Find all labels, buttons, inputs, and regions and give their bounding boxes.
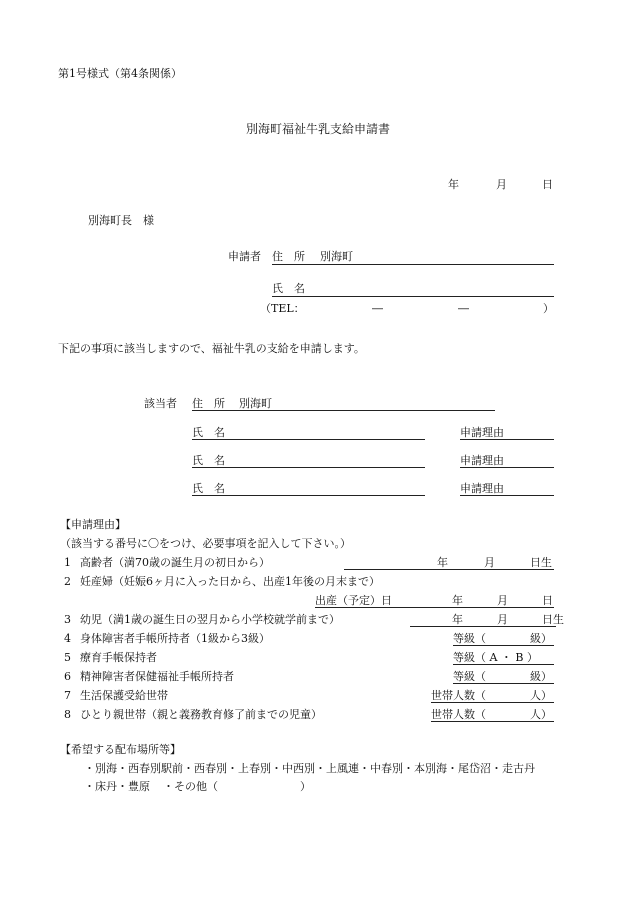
- applicant-label: 申請者: [228, 250, 261, 263]
- reason-1-month: 月: [484, 556, 495, 569]
- distribution-other-label: ・その他（: [163, 780, 218, 793]
- subject-address-label: 住 所: [192, 397, 225, 410]
- reason-1-birth-field[interactable]: [344, 569, 554, 570]
- applicant-address-field[interactable]: [272, 264, 554, 265]
- page-title: 別海町福祉牛乳支給申請書: [246, 122, 391, 136]
- subject-name-field-3[interactable]: [192, 495, 425, 496]
- reason-2-due-field[interactable]: [315, 607, 554, 608]
- reason-2-month: 月: [497, 594, 508, 607]
- reason-2-due-label: 出産（予定）日: [315, 594, 392, 607]
- reason-7-number: 7: [64, 689, 71, 702]
- reason-8-text: ひとり親世帯（親と義務教育修了前までの児童）: [80, 708, 322, 721]
- reason-4-grade-underline: [453, 645, 554, 646]
- statement: 下記の事項に該当しますので、福祉牛乳の支給を申請します。: [58, 342, 365, 355]
- reason-3-text: 幼児（満1歳の誕生日の翌月から小学校就学前まで）: [80, 613, 340, 626]
- reason-2-day: 日: [542, 594, 553, 607]
- applicant-tel-open: （TEL：: [260, 302, 305, 315]
- subject-reason-field-2[interactable]: [460, 467, 554, 468]
- subject-address-prefix: 別海町: [239, 397, 272, 410]
- reason-1-day: 日生: [530, 556, 552, 569]
- distribution-other-field[interactable]: [222, 793, 298, 794]
- reason-5-text: 療育手帳保持者: [80, 651, 157, 664]
- distribution-other-close: ）: [300, 780, 311, 793]
- reason-3-day: 日生: [542, 613, 564, 626]
- reason-3-birth-field[interactable]: [410, 626, 556, 627]
- date-day-label: 日: [542, 178, 553, 191]
- distribution-locations-line-1: ・別海・西春別駅前・西春別・上春別・中西別・上風連・中春別・本別海・尾岱沼・走古丹: [84, 762, 535, 775]
- reason-7-household-underline: [431, 702, 554, 703]
- reason-2-text: 妊産婦（妊娠6ヶ月に入った日から、出産1年後の月末まで）: [80, 575, 380, 588]
- addressee: 別海町長 様: [88, 214, 154, 227]
- reason-1-text: 高齢者（満70歳の誕生月の初日から）: [80, 556, 270, 569]
- subject-name-label-1: 氏 名: [192, 426, 225, 439]
- reason-4-number: 4: [64, 632, 71, 645]
- subject-reason-field-3[interactable]: [460, 495, 554, 496]
- reason-7-household-field[interactable]: 世帯人数（ 人）: [431, 689, 552, 702]
- applicant-name-field[interactable]: [272, 296, 554, 297]
- subject-name-label-2: 氏 名: [192, 454, 225, 467]
- reason-6-text: 精神障害者保健福祉手帳所持者: [80, 670, 234, 683]
- reasons-instruction: （該当する番号に〇をつけ、必要事項を記入して下さい。）: [60, 537, 352, 550]
- form-number: 第1号様式（第4条関係）: [58, 67, 182, 80]
- subject-name-field-2[interactable]: [192, 467, 425, 468]
- subject-reason-label-2: 申請理由: [460, 454, 504, 467]
- subject-label: 該当者: [144, 397, 177, 410]
- reason-8-number: 8: [64, 708, 71, 721]
- reason-4-grade-field[interactable]: 等級（ 級）: [453, 632, 552, 645]
- reason-8-household-underline: [431, 721, 554, 722]
- subject-name-label-3: 氏 名: [192, 482, 225, 495]
- applicant-name-label: 氏 名: [272, 282, 305, 295]
- subject-reason-label-1: 申請理由: [460, 426, 504, 439]
- reason-5-grade-field[interactable]: 等級（ A ・ B ）: [453, 651, 539, 664]
- reason-6-number: 6: [64, 670, 71, 683]
- reason-4-text: 身体障害者手帳所持者（1級から3級）: [80, 632, 270, 645]
- reason-5-number: 5: [64, 651, 71, 664]
- reason-2-year: 年: [452, 594, 463, 607]
- subject-reason-label-3: 申請理由: [460, 482, 504, 495]
- applicant-tel-dash-2: ―: [458, 302, 469, 315]
- reason-6-grade-field[interactable]: 等級（ 級）: [453, 670, 552, 683]
- reason-1-number: 1: [64, 556, 71, 569]
- applicant-address-prefix: 別海町: [320, 250, 353, 263]
- date-year-label: 年: [448, 178, 459, 191]
- applicant-tel-dash-1: ―: [372, 302, 383, 315]
- reason-3-number: 3: [64, 613, 71, 626]
- reasons-heading: 【申請理由】: [60, 518, 126, 531]
- reason-7-text: 生活保護受給世帯: [80, 689, 168, 702]
- subject-address-field[interactable]: [192, 410, 495, 411]
- reason-6-grade-underline: [453, 683, 554, 684]
- distribution-locations-line-2: ・床丹・豊原: [84, 780, 150, 793]
- applicant-address-label: 住 所: [272, 250, 305, 263]
- reason-5-grade-underline: [453, 664, 554, 665]
- reason-2-number: 2: [64, 575, 71, 588]
- date-month-label: 月: [496, 178, 507, 191]
- distribution-heading: 【希望する配布場所等】: [60, 743, 181, 756]
- reason-8-household-field[interactable]: 世帯人数（ 人）: [431, 708, 552, 721]
- subject-reason-field-1[interactable]: [460, 439, 554, 440]
- reason-1-year: 年: [437, 556, 448, 569]
- applicant-tel-close: ）: [543, 302, 554, 315]
- reason-3-month: 月: [497, 613, 508, 626]
- subject-name-field-1[interactable]: [192, 439, 425, 440]
- reason-3-year: 年: [452, 613, 463, 626]
